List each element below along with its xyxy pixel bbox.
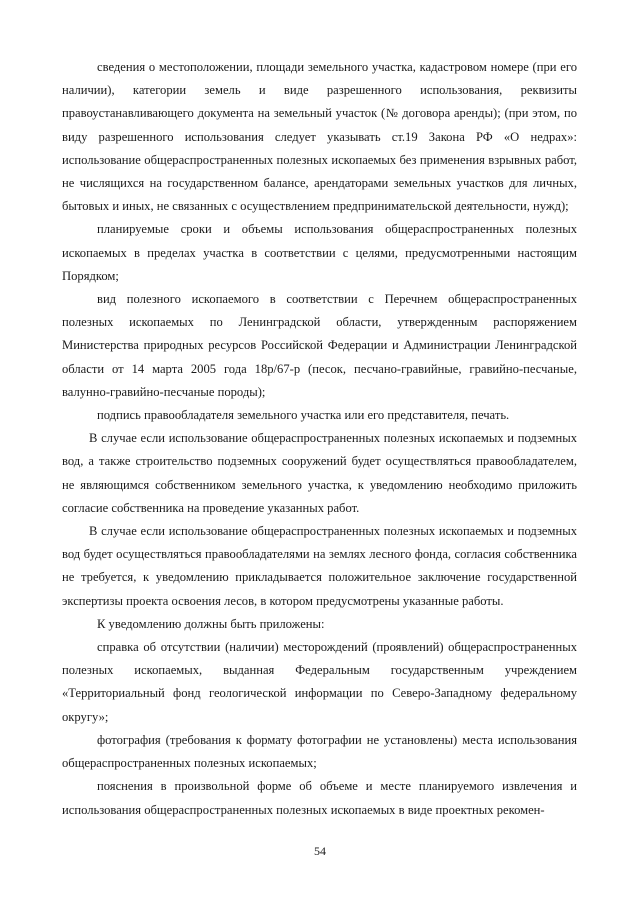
page-number: 54 <box>314 844 326 858</box>
paragraph-photograph: фотография (требования к формату фотографии не установлены) места использования общераспространенных полезных ископаемых; <box>62 732 577 771</box>
paragraph-location-info: сведения о местоположении, площади земельного участка, кадастровом номере (при его наличии), категории земель и виде разрешенного использования, реквизиты правоустанавливающего документа на земельный участок (№ договора аренды); (при этом, по виду разрешенного использования следует указывать ст.19 Закона РФ «О недрах»: использование общераспространенных полезных ископаемых без применения взрывных работ, не числящихся на государственном балансе, арендаторами земельных участков для личных, бытовых и иных, не связанных с осуществлением предпринимательской деятельности, нужд); <box>62 60 577 214</box>
paragraph-explanations: пояснения в произвольной форме об объеме и месте планируемого извлечения и использования общераспространенных полезных ископаемых в виде проектных рекомен- <box>62 779 577 817</box>
paragraph-deposit-certificate: справка об отсутствии (наличии) месторождений (проявлений) общераспространенных полезных ископаемых, выданная Федеральным государственным учреждением «Территориальный фонд геологической информации по Северо-Западному федеральному округу»; <box>62 640 577 724</box>
paragraph-owner-consent: В случае если использование общераспространенных полезных ископаемых и подземных вод, а также строительство подземных сооружений будет осуществляться правообладателем, не являющимся собственником земельного участка, к уведомлению необходимо приложить согласие собственника на проведение указанных работ. <box>62 431 577 515</box>
body-text <box>62 56 577 822</box>
paragraph-forest-fund: В случае если использование общераспространенных полезных ископаемых и подземных вод будет осуществляться правообладателями на землях лесного фонда, согласия собственника не требуется, к уведомлению прикладывается положительное заключение государственной экспертизы проекта освоения лесов, в котором предусмотрены указанные работы. <box>62 524 577 608</box>
paragraph-mineral-type: вид полезного ископаемого в соответствии с Перечнем общераспространенных полезных ископаемых по Ленинградской области, утвержденным распоряжением Министерства природных ресурсов Российской Федерации и Администрации Ленинградской области от 14 марта 2005 года 18р/67-р (песок, песчано-гравийные, гравийно-песчаные, валунно-гравийно-песчаные породы); <box>62 292 577 399</box>
paragraph-signature: подпись правообладателя земельного участка или его представителя, печать. <box>97 408 510 423</box>
paragraph-attachments-heading: К уведомлению должны быть приложены: <box>97 616 325 631</box>
paragraph-planned-terms: планируемые сроки и объемы использования общераспространенных полезных ископаемых в пределах участка в соответствии с целями, предусмотренными настоящим Порядком; <box>62 222 577 283</box>
